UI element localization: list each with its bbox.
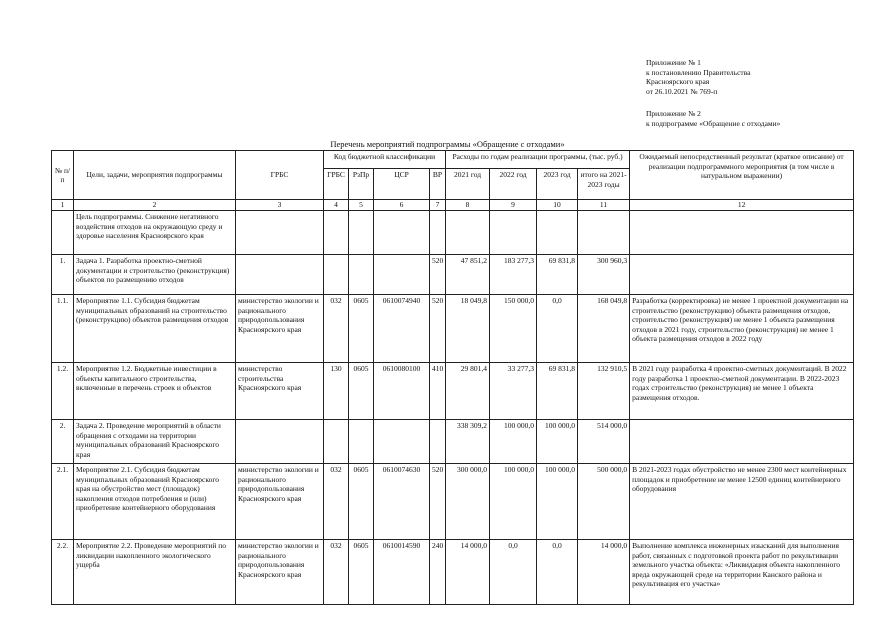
column-number: 7 — [430, 200, 446, 211]
row-grbs-code — [324, 255, 349, 295]
empty-cell — [537, 211, 578, 255]
row-rzpr: 0605 — [349, 464, 374, 540]
row-total: 514 000,0 — [578, 420, 630, 464]
row-csr: 0610080100 — [374, 363, 430, 420]
header-rzpr: РзПр — [349, 169, 374, 200]
row-name: Задача 1. Разработка проектно-сметной документации и строительство (реконструкция) объектов по размещению отходов — [74, 255, 236, 295]
header-vr: ВР — [430, 169, 446, 200]
row-grbs-code: 032 — [324, 464, 349, 540]
row-grbs: министерство экологии и рационального природопользования Красноярского края — [236, 464, 324, 540]
table-row — [52, 255, 854, 295]
header-num: № п/п — [52, 151, 74, 200]
row-num: 2.1. — [52, 464, 74, 540]
row-vr: 410 — [430, 363, 446, 420]
row-grbs — [236, 420, 324, 464]
activities-table — [51, 150, 854, 605]
empty-cell — [490, 211, 537, 255]
empty-cell — [374, 211, 430, 255]
row-name: Мероприятие 1.2. Бюджетные инвестиции в объекты капитального строительства, включенные в перечень строек и объектов — [74, 363, 236, 420]
column-number: 6 — [374, 200, 430, 211]
row-2022: 100 000,0 — [490, 464, 537, 540]
empty-cell — [578, 211, 630, 255]
row-2022: 33 277,3 — [490, 363, 537, 420]
empty-cell — [349, 211, 374, 255]
row-result: Разработка (корректировка) не менее 1 проектной документации на строительство (реконструкцию) объекта размещения отходов, строительство (реконструкция) не менее 1 объекта размещения отходов в 2021 году, строительство (реконструкция) не менее 1 объекта размещения отходов в 2022 году — [630, 295, 854, 363]
appendix-1-line: Приложение № 1 — [646, 58, 701, 67]
header-result: Ожидаемый непосредственный результат (краткое описание) от реализации подпрограммного мероприятия (в том числе в натуральном выражении) — [630, 151, 854, 200]
row-name: Мероприятие 2.1. Субсидия бюджетам муниципальных образований Красноярского края на обустройство мест (площадок) накопления отходов потребления и (или) приобретение контейнерного оборудования — [74, 464, 236, 540]
row-vr: 240 — [430, 540, 446, 605]
appendix-2-block — [646, 109, 886, 128]
row-grbs-code: 130 — [324, 363, 349, 420]
empty-cell — [236, 211, 324, 255]
appendix-1-line: Красноярского края — [646, 77, 710, 86]
column-number: 8 — [446, 200, 490, 211]
row-csr: 0610074940 — [374, 295, 430, 363]
row-result: Выполнение комплекса инженерных изысканий для выполнения работ, связанных с подготовкой проекта работ по рекультивации земельного участка объекта: «Ликвидация объекта накопленного вреда окружающей среде на территории Канского района и рекультивация его участка» — [630, 540, 854, 605]
header-grbs: ГРБС — [236, 151, 324, 200]
header-kbk: Код бюджетной классификации — [324, 151, 446, 169]
row-2023: 0,0 — [537, 295, 578, 363]
table-row — [52, 295, 854, 363]
column-number: 10 — [537, 200, 578, 211]
appendix-2-line: Приложение № 2 — [646, 109, 701, 118]
row-csr — [374, 255, 430, 295]
row-grbs: министерство строительства Красноярского края — [236, 363, 324, 420]
row-num: 2. — [52, 420, 74, 464]
row-num: 1.1. — [52, 295, 74, 363]
column-number: 11 — [578, 200, 630, 211]
header-2022: 2022 год — [490, 169, 537, 200]
row-grbs: министерство экологии и рационального природопользования Красноярского края — [236, 295, 324, 363]
column-number: 3 — [236, 200, 324, 211]
row-rzpr — [349, 255, 374, 295]
row-grbs-code: 032 — [324, 540, 349, 605]
row-2021: 300 000,0 — [446, 464, 490, 540]
goal-text: Цель подпрограммы. Снижение негативного воздействия отходов на окружающую среду и здоровье населения Красноярского края — [74, 211, 236, 255]
table-row — [52, 420, 854, 464]
empty-cell — [324, 211, 349, 255]
document-title: Перечень мероприятий подпрограммы «Обращение с отходами» — [330, 139, 565, 149]
row-csr: 0610074630 — [374, 464, 430, 540]
row-vr — [430, 420, 446, 464]
header-csr: ЦСР — [374, 169, 430, 200]
row-name: Мероприятие 1.1. Субсидия бюджетам муниципальных образований на строительство (реконструкцию) объектов размещения отходов — [74, 295, 236, 363]
row-csr: 0610014590 — [374, 540, 430, 605]
row-2021: 47 851,2 — [446, 255, 490, 295]
row-rzpr: 0605 — [349, 540, 374, 605]
row-rzpr — [349, 420, 374, 464]
row-grbs — [236, 255, 324, 295]
row-vr: 520 — [430, 295, 446, 363]
row-total: 168 049,8 — [578, 295, 630, 363]
row-num: 1. — [52, 255, 74, 295]
row-name: Задача 2. Проведение мероприятий в области обращения с отходами на территории муниципальных образований Красноярского края — [74, 420, 236, 464]
header-goals: Цели, задачи, мероприятия подпрограммы — [74, 151, 236, 200]
empty-cell — [430, 211, 446, 255]
column-number: 1 — [52, 200, 74, 211]
row-vr: 520 — [430, 255, 446, 295]
column-number: 12 — [630, 200, 854, 211]
column-number: 5 — [349, 200, 374, 211]
row-2022: 100 000,0 — [490, 420, 537, 464]
row-2023: 0,0 — [537, 540, 578, 605]
row-2023: 100 000,0 — [537, 420, 578, 464]
row-2023: 69 831,8 — [537, 255, 578, 295]
appendix-1-block — [646, 58, 886, 96]
column-number: 9 — [490, 200, 537, 211]
row-num: 1.2. — [52, 363, 74, 420]
row-grbs-code — [324, 420, 349, 464]
goal-num-cell — [52, 211, 74, 255]
column-number: 2 — [74, 200, 236, 211]
column-number: 4 — [324, 200, 349, 211]
empty-cell — [630, 211, 854, 255]
appendix-1-line: от 26.10.2021 № 769-п — [646, 86, 718, 96]
goal-row — [52, 211, 854, 255]
row-result: В 2021-2023 годах обустройство не менее 2300 мест контейнерных площадок и приобретение не менее 12500 единиц контейнерного оборудования — [630, 464, 854, 540]
row-csr — [374, 420, 430, 464]
row-num: 2.2. — [52, 540, 74, 605]
row-grbs-code: 032 — [324, 295, 349, 363]
row-total: 14 000,0 — [578, 540, 630, 605]
row-2021: 18 049,8 — [446, 295, 490, 363]
row-2022: 183 277,3 — [490, 255, 537, 295]
row-2021: 338 309,2 — [446, 420, 490, 464]
header-2021: 2021 год — [446, 169, 490, 200]
column-number-row — [52, 200, 854, 211]
row-rzpr: 0605 — [349, 363, 374, 420]
row-total: 500 000,0 — [578, 464, 630, 540]
row-2023: 100 000,0 — [537, 464, 578, 540]
row-total: 300 960,3 — [578, 255, 630, 295]
row-name: Мероприятие 2.2. Проведение мероприятий по ликвидации накопленного экологического ущерба — [74, 540, 236, 605]
header-2023: 2023 год — [537, 169, 578, 200]
table-row — [52, 363, 854, 420]
row-vr: 520 — [430, 464, 446, 540]
row-2022: 150 000,0 — [490, 295, 537, 363]
row-2022: 0,0 — [490, 540, 537, 605]
table-row — [52, 464, 854, 540]
row-result — [630, 420, 854, 464]
row-grbs: министерство экологии и рационального природопользования Красноярского края — [236, 540, 324, 605]
row-2021: 14 000,0 — [446, 540, 490, 605]
header-row — [52, 151, 854, 169]
row-result: В 2021 году разработка 4 проектно-сметных документаций. В 2022 году разработка 1 проектно-сметной документации. В 2022-2023 годах строительство (реконструкция) не менее 1 объекта размещения отходов. — [630, 363, 854, 420]
appendix-2-line: к подпрограмме «Обращение с отходами» — [646, 118, 781, 128]
row-2021: 29 801,4 — [446, 363, 490, 420]
row-rzpr: 0605 — [349, 295, 374, 363]
header-grbs-code: ГРБС — [324, 169, 349, 200]
empty-cell — [446, 211, 490, 255]
row-total: 132 910,5 — [578, 363, 630, 420]
header-total: итого на 2021-2023 годы — [578, 169, 630, 200]
row-2023: 69 831,8 — [537, 363, 578, 420]
table-row — [52, 540, 854, 605]
header-expenses: Расходы по годам реализации программы, (тыс. руб.) — [446, 151, 630, 169]
row-result — [630, 255, 854, 295]
appendix-1-line: к постановлению Правительства — [646, 67, 751, 77]
